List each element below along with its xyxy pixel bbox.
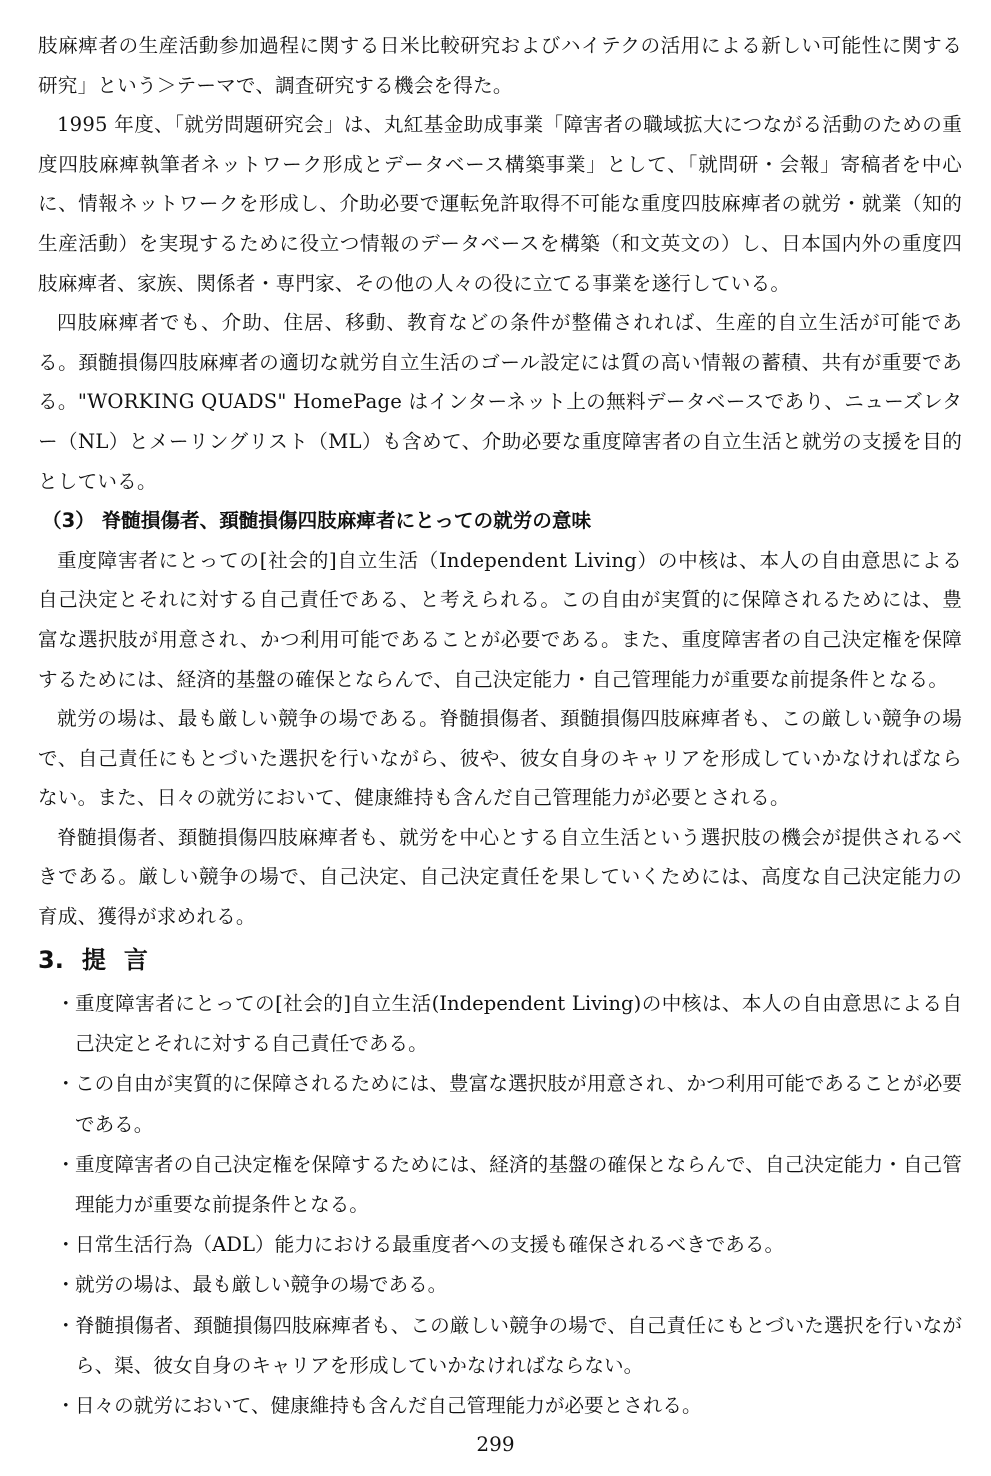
list-item-text: 就労の場は、最も厳しい競争の場である。 — [75, 1273, 448, 1297]
list-item-text: 日々の就労において、健康維持も含んだ自己管理能力が必要とされる。 — [75, 1394, 702, 1418]
paragraph-working-group: 1995 年度、「就労問題研究会」は、丸紅基金助成事業「障害者の職域拡大につながる活動のための重度四肢麻痺執筆者ネットワーク形成とデータベース構築事業」として、「就問研・会報」寄稿者を中心に、情報ネットワークを形成し、介助必要で運転免許取得不可能な重度四肢麻痺者の就労・就業（知的生産活動）を実現するために役立つ情報のデータベースを構築（和文英文の）し、日本国内外の重度四肢麻痺者、家族、関係者・専門家、その他の人々の役に立てる事業を遂行している。 — [38, 113, 962, 295]
bullet-mark: ・ — [56, 1394, 76, 1418]
section-title: 提言 — [81, 946, 166, 974]
subsection-heading: （3） 脊髄損傷者、頚髄損傷四肢麻痺者にとっての就労の意味 — [42, 509, 592, 533]
paragraph-workplace-competition: 就労の場は、最も厳しい競争の場である。脊髄損傷者、頚髄損傷四肢麻痺者も、この厳しい競争の場で、自己責任にもとづいた選択を行いながら、彼や、彼女自身のキャリアを形成していかなければならない。また、日々の就労において、健康維持も含んだ自己管理能力が必要とされる。 — [38, 707, 962, 810]
section-number: 3. — [38, 946, 64, 974]
section-heading — [38, 940, 166, 980]
list-item-text: 重度障害者の自己決定権を保障するためには、経済的基盤の確保とならんで、自己決定能力・自己管理能力が重要な前提条件となる。 — [75, 1152, 962, 1217]
paragraph-intro-continued: 肢麻痺者の生産活動参加過程に関する日米比較研究およびハイテクの活用による新しい可能性に関する研究」という＞テーマで、調査研究する機会を得た。 — [38, 34, 962, 97]
list-item-text: 重度障害者にとっての[社会的]自立生活(Independent Living)の中核は、本人の自由意思による自己決定とそれに対する自己責任である。 — [75, 992, 962, 1056]
page-number: 299 — [476, 1432, 515, 1456]
bullet-mark: ・ — [56, 1072, 76, 1096]
paragraph-working-quads: 四肢麻痺者でも、介助、住居、移動、教育などの条件が整備されれば、生産的自立生活が可能である。頚髄損傷四肢麻痺者の適切な就労自立生活のゴール設定には質の高い情報の蓄積、共有が重要である。"WORKING QUADS" HomePage はインターネット上の無料データベースであり、ニューズレター（NL）とメーリングリスト（ML）も含めて、介助必要な重度障害者の自立生活と就労の支援を目的としている。 — [38, 311, 962, 493]
list-item — [38, 984, 962, 1064]
bullet-mark: ・ — [56, 992, 76, 1015]
recommendation-list — [38, 984, 962, 1426]
list-item — [38, 1225, 962, 1265]
list-item-text: 脊髄損傷者、頚髄損傷四肢麻痺者も、この厳しい競争の場で、自己責任にもとづいた選択を行いながら、渠、彼女自身のキャリアを形成していかなければならない。 — [75, 1313, 962, 1377]
paragraph-self-determination: 脊髄損傷者、頚髄損傷四肢麻痺者も、就労を中心とする自立生活という選択肢の機会が提供されるべきである。厳しい競争の場で、自己決定、自己決定責任を果していくためには、高度な自己決定能力の育成、獲得が求めれる。 — [38, 825, 962, 929]
bullet-mark: ・ — [56, 1313, 76, 1337]
bullet-mark: ・ — [56, 1273, 76, 1297]
document-page — [38, 26, 962, 1418]
bullet-mark: ・ — [56, 1233, 76, 1257]
list-item-text: 日常生活行為（ADL）能力における最重度者への支援も確保されるべきである。 — [75, 1233, 785, 1257]
list-item — [38, 1306, 962, 1386]
list-item — [38, 1386, 962, 1426]
list-item — [38, 1064, 962, 1144]
list-item — [38, 1145, 962, 1225]
list-item-text: この自由が実質的に保障されるためには、豊富な選択肢が用意され、かつ利用可能であることが必要である。 — [75, 1072, 962, 1136]
list-item — [38, 1265, 962, 1305]
bullet-mark: ・ — [56, 1152, 76, 1176]
paragraph-independent-living: 重度障害者にとっての[社会的]自立生活（Independent Living）の中核は、本人の自由意思による自己決定とそれに対する自己責任である、と考えられる。この自由が実質的に保障されるためには、豊富な選択肢が用意され、かつ利用可能であることが必要である。また、重度障害者の自己決定権を保障するためには、経済的基盤の確保とならんで、自己決定能力・自己管理能力が重要な前提条件となる。 — [38, 548, 962, 691]
